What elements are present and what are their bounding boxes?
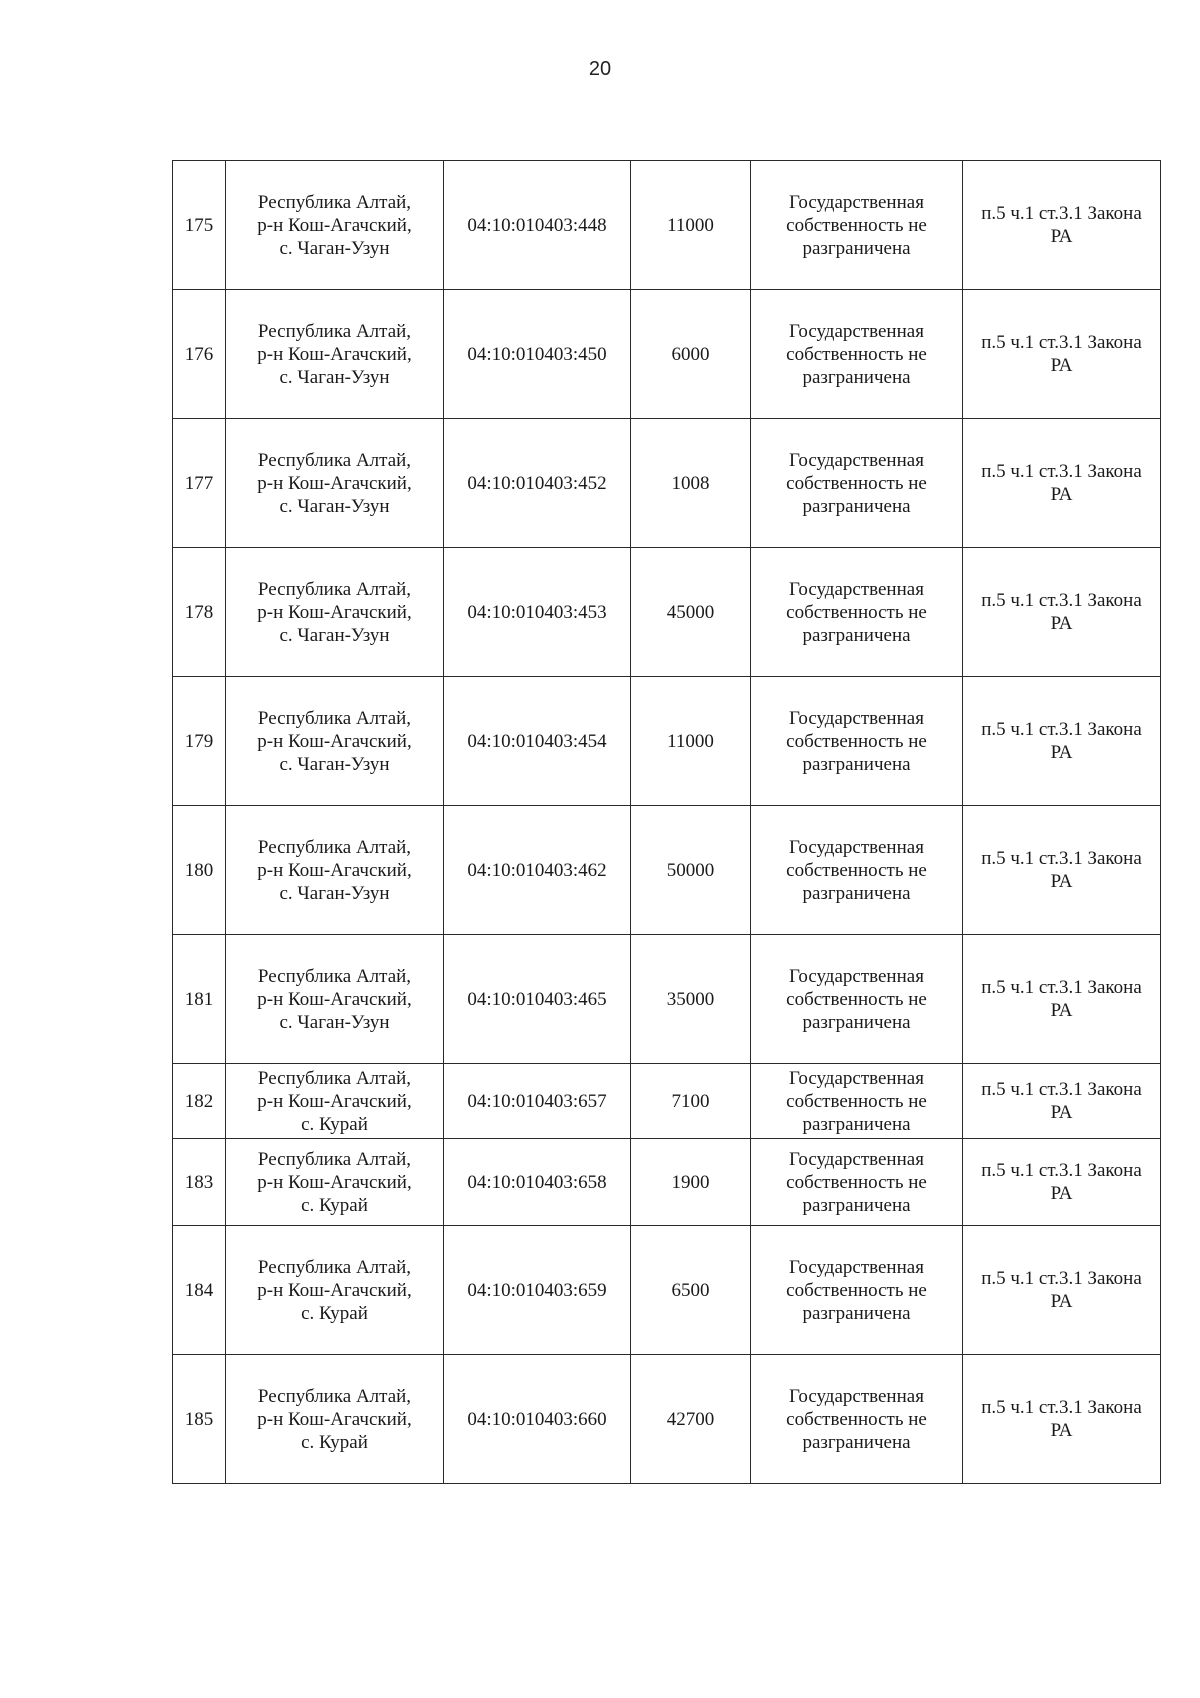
address-cell-line: р-н Кош-Агачский,: [257, 601, 412, 623]
address-cell-line: с. Чаган-Узун: [279, 495, 390, 517]
address-cell: [226, 290, 444, 419]
cadastral-number: 04:10:010403:448: [444, 161, 631, 290]
ownership-cell-line: разграничена: [802, 1302, 911, 1324]
ownership-cell-line: собственность не: [786, 472, 927, 494]
area-value: 6500: [631, 1226, 751, 1355]
row-number: 184: [173, 1226, 226, 1355]
legal-basis-cell-line: РА: [1050, 1291, 1073, 1312]
ownership-cell: [751, 161, 963, 290]
ownership-cell-line: собственность не: [786, 1279, 927, 1301]
address-cell-line: с. Курай: [301, 1431, 368, 1453]
address-cell-line: р-н Кош-Агачский,: [257, 343, 412, 365]
ownership-cell-line: разграничена: [802, 1431, 911, 1453]
legal-basis-cell: [963, 806, 1161, 935]
address-cell-line: с. Курай: [301, 1194, 368, 1216]
ownership-cell-line: собственность не: [786, 859, 927, 881]
table-row: [173, 1355, 1161, 1484]
row-number: 183: [173, 1139, 226, 1226]
address-cell-line: Республика Алтай,: [257, 1067, 412, 1089]
ownership-cell-line: разграничена: [802, 753, 911, 775]
cadastral-number: 04:10:010403:465: [444, 935, 631, 1064]
ownership-cell-line: собственность не: [786, 1090, 927, 1112]
ownership-cell: [751, 806, 963, 935]
area-value: 50000: [631, 806, 751, 935]
ownership-cell-line: Государственная: [789, 1385, 924, 1407]
page-number: 20: [588, 58, 612, 80]
legal-basis-cell: [963, 677, 1161, 806]
ownership-cell-line: разграничена: [802, 366, 911, 388]
legal-basis-cell: [963, 290, 1161, 419]
address-cell: [226, 935, 444, 1064]
address-cell-line: с. Чаган-Узун: [279, 237, 390, 259]
ownership-cell-line: собственность не: [786, 730, 927, 752]
ownership-cell-line: разграничена: [802, 1011, 911, 1033]
ownership-cell-line: Государственная: [789, 449, 924, 471]
table-row: [173, 935, 1161, 1064]
legal-basis-cell: [963, 1355, 1161, 1484]
address-cell-line: Республика Алтай,: [257, 191, 412, 213]
legal-basis-cell-line: п.5 ч.1 ст.3.1 Закона: [981, 1160, 1142, 1181]
table-body: [173, 161, 1161, 1484]
legal-basis-cell: [963, 1226, 1161, 1355]
address-cell-line: Республика Алтай,: [257, 707, 412, 729]
address-cell-line: с. Чаган-Узун: [279, 366, 390, 388]
row-number: 178: [173, 548, 226, 677]
legal-basis-cell: [963, 548, 1161, 677]
legal-basis-cell-line: п.5 ч.1 ст.3.1 Закона: [981, 1268, 1142, 1289]
table-row: [173, 1064, 1161, 1139]
ownership-cell-line: разграничена: [802, 882, 911, 904]
address-cell-line: Республика Алтай,: [257, 836, 412, 858]
area-value: 11000: [631, 677, 751, 806]
legal-basis-cell: [963, 161, 1161, 290]
area-value: 35000: [631, 935, 751, 1064]
cadastral-number: 04:10:010403:657: [444, 1064, 631, 1139]
cadastral-number: 04:10:010403:659: [444, 1226, 631, 1355]
table-row: [173, 1139, 1161, 1226]
area-value: 1008: [631, 419, 751, 548]
address-cell-line: Республика Алтай,: [257, 449, 412, 471]
cadastral-number: 04:10:010403:454: [444, 677, 631, 806]
address-cell: [226, 1226, 444, 1355]
cadastral-number: 04:10:010403:660: [444, 1355, 631, 1484]
area-value: 7100: [631, 1064, 751, 1139]
row-number: 185: [173, 1355, 226, 1484]
legal-basis-cell: [963, 1064, 1161, 1139]
table-row: [173, 161, 1161, 290]
table-row: [173, 548, 1161, 677]
legal-basis-cell-line: РА: [1050, 1183, 1073, 1204]
cadastral-number: 04:10:010403:452: [444, 419, 631, 548]
address-cell-line: р-н Кош-Агачский,: [257, 214, 412, 236]
ownership-cell-line: Государственная: [789, 578, 924, 600]
address-cell: [226, 1355, 444, 1484]
address-cell: [226, 1064, 444, 1139]
ownership-cell-line: Государственная: [789, 836, 924, 858]
ownership-cell: [751, 1139, 963, 1226]
address-cell: [226, 806, 444, 935]
ownership-cell-line: Государственная: [789, 1256, 924, 1278]
row-number: 177: [173, 419, 226, 548]
address-cell-line: с. Курай: [301, 1302, 368, 1324]
ownership-cell: [751, 1226, 963, 1355]
ownership-cell-line: разграничена: [802, 1113, 911, 1135]
legal-basis-cell-line: РА: [1050, 484, 1073, 505]
address-cell-line: р-н Кош-Агачский,: [257, 1279, 412, 1301]
row-number: 175: [173, 161, 226, 290]
legal-basis-cell-line: п.5 ч.1 ст.3.1 Закона: [981, 848, 1142, 869]
ownership-cell-line: Государственная: [789, 1148, 924, 1170]
cadastral-number: 04:10:010403:450: [444, 290, 631, 419]
address-cell-line: Республика Алтай,: [257, 1385, 412, 1407]
legal-basis-cell: [963, 935, 1161, 1064]
legal-basis-cell-line: РА: [1050, 1420, 1073, 1441]
table-row: [173, 806, 1161, 935]
address-cell-line: с. Чаган-Узун: [279, 882, 390, 904]
row-number: 180: [173, 806, 226, 935]
address-cell-line: с. Курай: [301, 1113, 368, 1135]
row-number: 181: [173, 935, 226, 1064]
legal-basis-cell: [963, 1139, 1161, 1226]
address-cell-line: Республика Алтай,: [257, 1148, 412, 1170]
ownership-cell: [751, 1355, 963, 1484]
address-cell: [226, 1139, 444, 1226]
ownership-cell-line: собственность не: [786, 601, 927, 623]
address-cell-line: Республика Алтай,: [257, 578, 412, 600]
legal-basis-cell: [963, 419, 1161, 548]
row-number: 179: [173, 677, 226, 806]
ownership-cell-line: Государственная: [789, 320, 924, 342]
ownership-cell-line: Государственная: [789, 1067, 924, 1089]
address-cell: [226, 677, 444, 806]
ownership-cell-line: Государственная: [789, 707, 924, 729]
row-number: 182: [173, 1064, 226, 1139]
legal-basis-cell-line: РА: [1050, 1102, 1073, 1123]
address-cell: [226, 419, 444, 548]
ownership-cell-line: Государственная: [789, 191, 924, 213]
address-cell-line: Республика Алтай,: [257, 1256, 412, 1278]
legal-basis-cell-line: п.5 ч.1 ст.3.1 Закона: [981, 203, 1142, 224]
ownership-cell: [751, 290, 963, 419]
area-value: 45000: [631, 548, 751, 677]
area-value: 1900: [631, 1139, 751, 1226]
cadastral-number: 04:10:010403:462: [444, 806, 631, 935]
ownership-cell-line: собственность не: [786, 1408, 927, 1430]
address-cell-line: р-н Кош-Агачский,: [257, 1408, 412, 1430]
ownership-cell-line: собственность не: [786, 214, 927, 236]
address-cell-line: с. Чаган-Узун: [279, 1011, 390, 1033]
ownership-cell: [751, 677, 963, 806]
area-value: 6000: [631, 290, 751, 419]
legal-basis-cell-line: п.5 ч.1 ст.3.1 Закона: [981, 1397, 1142, 1418]
ownership-cell: [751, 419, 963, 548]
ownership-cell-line: собственность не: [786, 988, 927, 1010]
legal-basis-cell-line: п.5 ч.1 ст.3.1 Закона: [981, 332, 1142, 353]
ownership-cell: [751, 1064, 963, 1139]
legal-basis-cell-line: РА: [1050, 613, 1073, 634]
address-cell-line: Республика Алтай,: [257, 965, 412, 987]
address-cell-line: р-н Кош-Агачский,: [257, 988, 412, 1010]
address-cell: [226, 161, 444, 290]
address-cell: [226, 548, 444, 677]
table-row: [173, 677, 1161, 806]
area-value: 42700: [631, 1355, 751, 1484]
address-cell-line: с. Чаган-Узун: [279, 753, 390, 775]
legal-basis-cell-line: РА: [1050, 226, 1073, 247]
address-cell-line: р-н Кош-Агачский,: [257, 859, 412, 881]
legal-basis-cell-line: РА: [1050, 1000, 1073, 1021]
address-cell-line: р-н Кош-Агачский,: [257, 1090, 412, 1112]
table-row: [173, 419, 1161, 548]
ownership-cell-line: разграничена: [802, 495, 911, 517]
ownership-cell-line: собственность не: [786, 343, 927, 365]
land-plots-table: [172, 160, 1161, 1484]
address-cell-line: р-н Кош-Агачский,: [257, 472, 412, 494]
table-row: [173, 1226, 1161, 1355]
cadastral-number: 04:10:010403:453: [444, 548, 631, 677]
ownership-cell-line: Государственная: [789, 965, 924, 987]
legal-basis-cell-line: РА: [1050, 871, 1073, 892]
cadastral-number: 04:10:010403:658: [444, 1139, 631, 1226]
address-cell-line: р-н Кош-Агачский,: [257, 730, 412, 752]
legal-basis-cell-line: п.5 ч.1 ст.3.1 Закона: [981, 1079, 1142, 1100]
ownership-cell-line: разграничена: [802, 237, 911, 259]
address-cell-line: р-н Кош-Агачский,: [257, 1171, 412, 1193]
address-cell-line: Республика Алтай,: [257, 320, 412, 342]
ownership-cell: [751, 935, 963, 1064]
ownership-cell-line: собственность не: [786, 1171, 927, 1193]
ownership-cell-line: разграничена: [802, 624, 911, 646]
legal-basis-cell-line: п.5 ч.1 ст.3.1 Закона: [981, 719, 1142, 740]
legal-basis-cell-line: п.5 ч.1 ст.3.1 Закона: [981, 461, 1142, 482]
address-cell-line: с. Чаган-Узун: [279, 624, 390, 646]
area-value: 11000: [631, 161, 751, 290]
ownership-cell: [751, 548, 963, 677]
legal-basis-cell-line: п.5 ч.1 ст.3.1 Закона: [981, 977, 1142, 998]
legal-basis-cell-line: РА: [1050, 355, 1073, 376]
legal-basis-cell-line: п.5 ч.1 ст.3.1 Закона: [981, 590, 1142, 611]
table-row: [173, 290, 1161, 419]
row-number: 176: [173, 290, 226, 419]
ownership-cell-line: разграничена: [802, 1194, 911, 1216]
legal-basis-cell-line: РА: [1050, 742, 1073, 763]
